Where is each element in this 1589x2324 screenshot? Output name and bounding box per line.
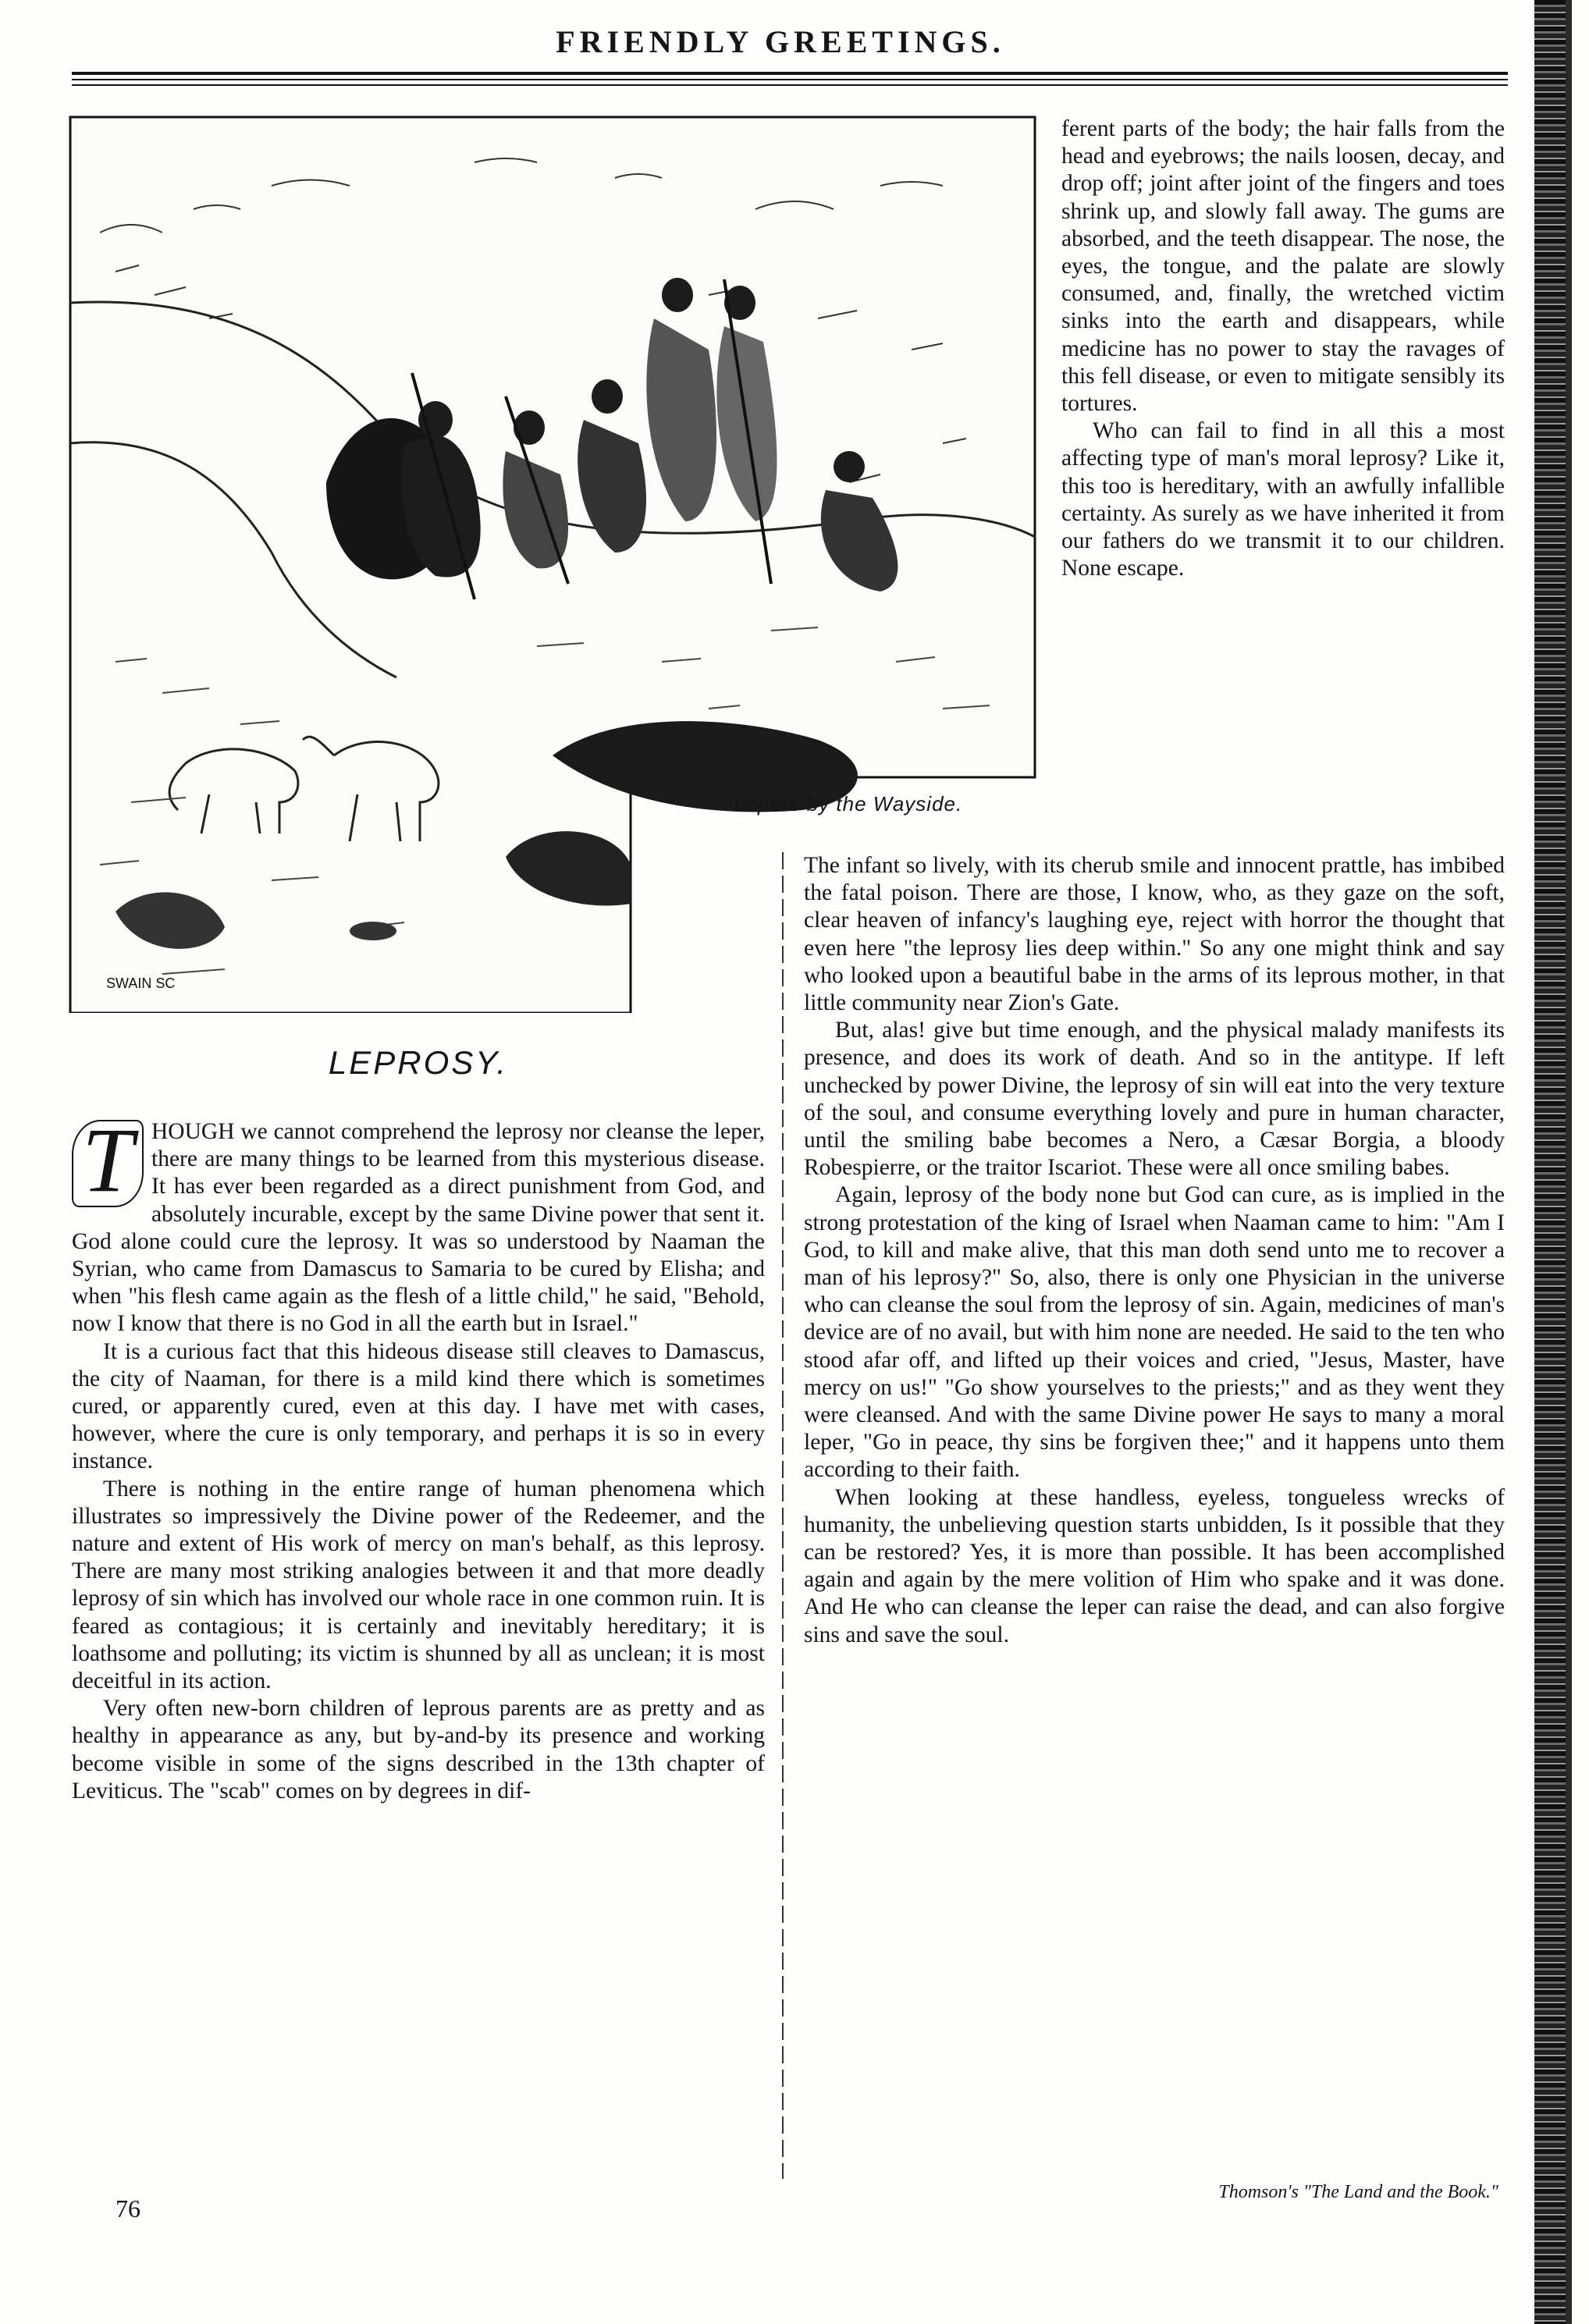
paragraph: Who can fail to find in all this a most affecting type of man's moral leprosy? Like it, this too is hereditary, with an awfully infallible certainty. As surely as we have inherited it from our fathers do we transmit it to our children. None escape. (1061, 418, 1505, 581)
paragraph: But, alas! give but time enough, and the physical malady manifests its presence, and does its work of death. And so in the antitype. If left unchecked by power Divine, the leprosy of sin will eat into the very texture of the soul, and consume everything lovely and pure in human character, until the smiling babe becomes a Nero, a Cæsar Borgia, a bloody Robespierre, or the traitor Iscariot. These were all once smiling babes. (804, 1018, 1505, 1181)
header-rule (72, 79, 1508, 80)
illustration-caption: Lepers by the Wayside. (734, 792, 963, 816)
paragraph: Very often new-born children of leprous parents are as pretty and as healthy in appearance as any, but by-and-by its presence and working become visible in some of the signs described in the 13th chapter of Leviticus. The "scab" comes on by degrees in dif- (72, 1696, 765, 1803)
column-left (72, 1109, 765, 1805)
paragraph: It is a curious fact that this hideous disease still cleaves to Damascus, the city of Naaman, for there is a mild kind there which is sometimes cured, or apparently cured, even at this day. I have met with cases, however, where the cure is only temporary, and perhaps it is so in every instance. (72, 1338, 765, 1474)
column-right-upper (1061, 115, 1505, 582)
paragraph: Again, leprosy of the body none but God can cure, as is implied in the strong protestation of the king of Israel when Naaman came to him: "Am I God, to kill and make alive, that this man doth send unto me to recover a man of his leprosy?" So, also, there is only one Physician in the universe who can cleanse the soul from the leprosy of sin. Again, medicines of man's device are of no avail, but with him none are needed. He said to the ten who stood afar off, and lifted up their voices and cried, "Jesus, Master, have mercy on us!" "Go show yourselves to the priests;" and as they went they were cleansed. And with the same Divine power He says to many a moral leper, "Go in peace, thy sins be forgiven thee;" and it happens unto them according to their faith. (804, 1182, 1505, 1483)
column-right-lower (804, 852, 1505, 1649)
header-rule (72, 72, 1508, 75)
column-divider (782, 852, 784, 2179)
paragraph: When looking at these handless, eyeless, tongueless wrecks of humanity, the unbelieving question starts unbidden, Is it possible that they can be restored? Yes, it is more than possible. It has been accomplished again and again by the mere volition of Him who spake and it was done. And He who can cleanse the leper can raise the dead, and can also forgive sins and save the soul. (804, 1484, 1505, 1647)
drop-cap: T (72, 1120, 144, 1207)
paragraph: ferent parts of the body; the hair falls from the head and eyebrows; the nails loosen, decay, and drop off; joint after joint of the fingers and toes shrink up, and slowly fall away. The gums are absorbed, and the teeth disappear. The nose, the eyes, the tongue, and the palate are slowly consumed, and, finally, the wretched victim sinks into the earth and disappears, while medicine has no power to stay the ravages of this fell disease, or even to mitigate sensibly its tortures. (1061, 116, 1505, 417)
article-title: LEPROSY. (328, 1044, 509, 1081)
book-spine-edge (1534, 0, 1566, 2324)
running-header: FRIENDLY GREETINGS. (556, 24, 1005, 59)
header-rule (72, 84, 1508, 86)
page-edge (1566, 0, 1572, 2324)
engraver-signature: SWAIN SC (106, 975, 176, 991)
paragraph: HOUGH we cannot comprehend the leprosy nor cleanse the leper, there are many things to be learned from this mysterious disease. It has ever been regarded as a direct punishment from God, and absolutely incurable, except by the same Divine power that sent it. God alone could cure the leprosy. It was so understood by Naaman the Syrian, who came from Damascus to Samaria to be cured by Elisha; and when "his flesh came again as the flesh of a little child," he said, "Behold, now I know that there is no God in all the earth but in Israel." (72, 1119, 765, 1337)
paragraph: The infant so lively, with its cherub smile and innocent prattle, has imbibed the fatal poison. There are those, I know, who, as they gaze on the soft, clear heaven of infancy's laughing eye, reject with horror the thought that even here "the leprosy lies deep within." So any one might think and say who looked upon a beautiful babe in the arms of its leprous mother, in that little community near Zion's Gate. (804, 853, 1505, 1016)
paragraph: There is nothing in the entire range of human phenomena which illustrates so impressively the Divine power of the Redeemer, and the nature and extent of His work of mercy on man's behalf, as this leprosy. There are many most striking analogies between it and that more deadly leprosy of sin which has involved our whole race in one common ruin. It is feared as contagious; it is certainly and inevitably hereditary; it is loathsome and polluting; its victim is shunned by all as unclean; it is most deceitful in its action. (72, 1476, 765, 1694)
page-number: 76 (116, 2194, 140, 2223)
source-citation: Thomson's "The Land and the Book." (1218, 2182, 1498, 2202)
